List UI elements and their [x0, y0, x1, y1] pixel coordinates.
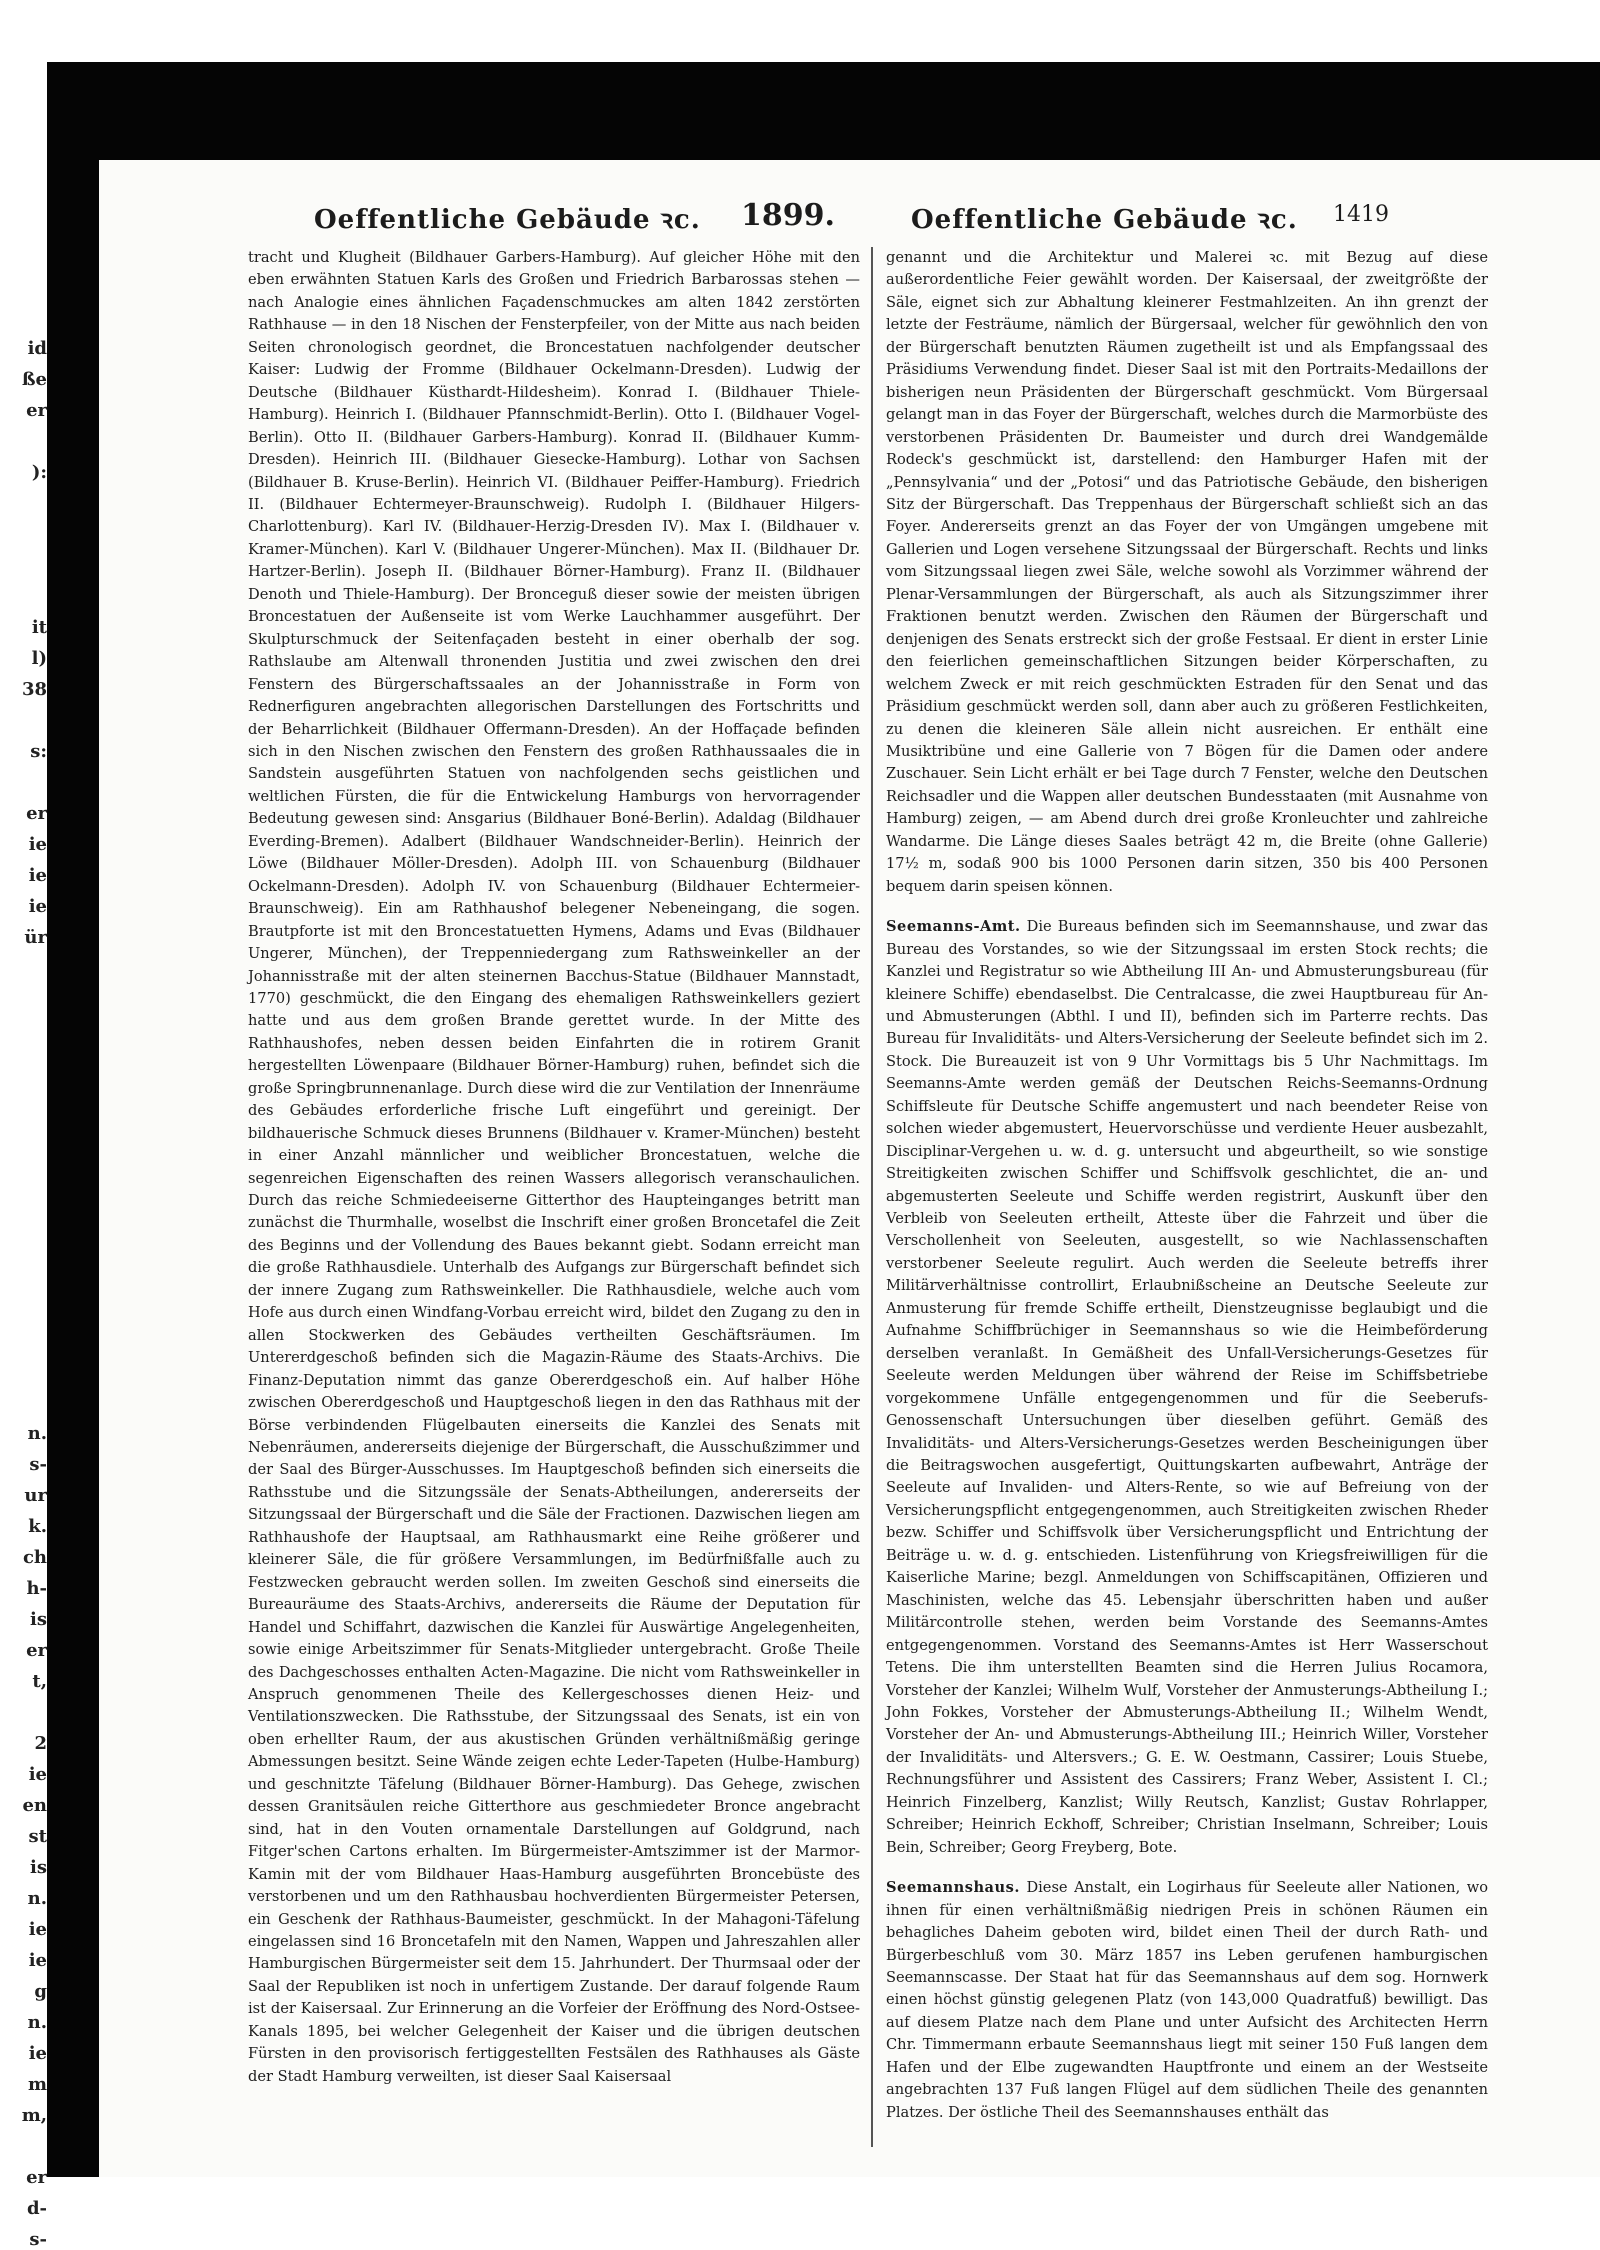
previous-page-fragment: ie: [28, 865, 47, 886]
previous-page-strip: [0, 0, 47, 2250]
section-text-seemannshaus: Diese Anstalt, ein Logirhaus für Seeleute aller Nationen, wo ihnen für einen verhältnißmäßig niedrigen Preis in schönen Räumen ein behagliches Daheim geboten wird, bildet einen Theil der durch Rath- und Bürgerbeschluß vom 30. März 1857 ins Leben gerufenen hamburgischen Seemannscasse. Der Staat hat für das Seemannshaus auf dem sog. Hornwerk einen höchst günstig gelegenen Platz (von 143,000 Quadratfuß) bewilligt. Das auf diesem Platze nach dem Plane und unter Aufsicht des Architecten Herrn Chr. Timmermann erbaute Seemannshaus liegt mit seiner 150 Fuß langen dem Hafen und der Elbe zugewandten Hauptfronte und einem an der Westseite angebrachten 137 Fuß langen Flügel auf dem südlichen Theile des genannten Platzes. Der östliche Theil des Seemannshauses enthält das: [886, 1879, 1488, 2121]
column-divider: [871, 247, 873, 2147]
previous-page-fragment: en: [22, 1795, 47, 1816]
previous-page-fragment: k.: [28, 1516, 47, 1537]
previous-page-fragment: ie: [28, 1950, 47, 1971]
page-number: 1419: [1333, 202, 1389, 227]
header-left-title: Oeffentliche Gebäude ꝛc.: [314, 205, 701, 235]
previous-page-fragment: ie: [28, 896, 47, 917]
section-seemanns-amt: [886, 916, 1488, 1859]
previous-page-fragment: ):: [31, 462, 47, 483]
previous-page-fragment: ie: [28, 1919, 47, 1940]
previous-page-fragment: ch: [22, 1547, 47, 1568]
section-separator: [886, 1859, 1488, 1877]
previous-page-fragment: s-: [29, 1454, 47, 1475]
section-separator: [886, 898, 1488, 916]
left-column: [248, 247, 860, 2088]
previous-page-fragment: 2: [34, 1733, 47, 1754]
page: [99, 160, 1600, 2177]
scan-border-top: [47, 62, 1600, 160]
previous-page-fragment: l): [31, 648, 47, 669]
previous-page-fragment: ur: [24, 1485, 47, 1506]
previous-page-fragment: er: [26, 803, 47, 824]
previous-page-fragment: g: [34, 1981, 47, 2002]
previous-page-fragment: t,: [32, 1671, 47, 1692]
right-column: [886, 247, 1488, 2124]
previous-page-fragment: it: [31, 617, 47, 638]
previous-page-fragment: ße: [21, 369, 47, 390]
previous-page-fragment: is: [30, 1857, 47, 1878]
previous-page-fragment: ie: [28, 2043, 47, 2064]
previous-page-fragment: m,: [21, 2105, 47, 2126]
previous-page-fragment: s-: [29, 2229, 47, 2250]
previous-page-fragment: m: [27, 2074, 47, 2095]
header-right-title: Oeffentliche Gebäude ꝛc.: [911, 205, 1298, 235]
section-heading-seemannshaus: Seemannshaus.: [886, 1879, 1020, 1897]
previous-page-fragment: ie: [28, 1764, 47, 1785]
previous-page-fragment: er: [26, 1640, 47, 1661]
previous-page-fragment: 38: [21, 679, 47, 700]
right-paragraph-1: genannt und die Architektur und Malerei ꝛc. mit Bezug auf diese außerordentliche Feier gewählt worden. Der Kaisersaal, der zweitgrößte der Säle, eignet sich zur Abhaltung kleinerer Festmahlzeiten. An ihn grenzt der letzte der Festräume, nämlich der Bürgersaal, welcher für gewöhnlich den von der Bürgerschaft benutzten Räumen zugetheilt ist und als Empfangssaal des Präsidiums Verwendung findet. Dieser Saal ist mit den Portraits-Medaillons der bisherigen neun Präsidenten der Bürgerschaft geschmückt. Vom Bürgersaal gelangt man in das Foyer der Bürgerschaft, welches durch die Marmorbüste des verstorbenen Präsidenten Dr. Baumeister und durch drei Wandgemälde Rodeck's geschmückt ist, darstellend: den Hamburger Hafen mit der „Pennsylvania“ und der „Potosi“ und das Patriotische Gebäude, den bisherigen Sitz der Bürgerschaft. Das Treppenhaus der Bürgerschaft schließt sich an das Foyer. Andererseits grenzt an das Foyer der von Umgängen umgebene mit Gallerien und Logen versehene Sitzungssaal der Bürgerschaft. Rechts und links vom Sitzungssaal liegen zwei Säle, welche sowohl als Vorzimmer während der Plenar-Versammlungen der Bürgerschaft, als auch als Sitzungszimmer ihrer Fraktionen benutzt werden. Zwischen den Räumen der Bürgerschaft und denjenigen des Senats erstreckt sich der große Festsaal. Er dient in erster Linie den feierlichen gemeinschaftlichen Sitzungen beider Körperschaften, zu welchem Zweck er mit reich geschmückten Estraden für den Senat und das Präsidium geschmückt werden soll, dann aber auch zu größeren Festlichkeiten, zu denen die kleineren Säle allein nicht ausreichen. Er enthält eine Musiktribüne und eine Gallerie von 7 Bögen für die Damen oder andere Zuschauer. Sein Licht erhält er bei Tage durch 7 Fenster, welche den Deutschen Reichsadler und die Wappen aller deutschen Bundesstaaten (mit Ausnahme von Hamburg) zeigen, — am Abend durch drei große Kronleuchter und zahlreiche Wandarme. Die Länge dieses Saales beträgt 42 m, die Breite (ohne Gallerie) 17½ m, sodaß 900 bis 1000 Personen darin sitzen, 350 bis 400 Personen bequem darin speisen können.: [886, 249, 1488, 895]
previous-page-fragment: id: [27, 338, 47, 359]
section-heading-seemanns-amt: Seemanns-Amt.: [886, 918, 1021, 936]
previous-page-fragment: ie: [28, 834, 47, 855]
previous-page-fragment: h-: [26, 1578, 47, 1599]
header-year: 1899.: [741, 198, 835, 233]
previous-page-fragment: n.: [27, 1888, 47, 1909]
left-column-text: tracht und Klugheit (Bildhauer Garbers-Hamburg). Auf gleicher Höhe mit den eben erwähnten Statuen Karls des Großen und Friedrich Barbarossas stehen — nach Analogie eines ähnlichen Façadenschmuckes am alten 1842 zerstörten Rathhause — in den 18 Nischen der Fensterpfeiler, von der Mitte aus nach beiden Seiten chronologisch geordnet, die Broncestatuen nachfolgender deutscher Kaiser: Ludwig der Fromme (Bildhauer Ockelmann-Dresden). Ludwig der Deutsche (Bildhauer Küsthardt-Hildesheim). Konrad I. (Bildhauer Thiele-Hamburg). Heinrich I. (Bildhauer Pfannschmidt-Berlin). Otto I. (Bildhauer Vogel-Berlin). Otto II. (Bildhauer Garbers-Hamburg). Konrad II. (Bildhauer Kumm-Dresden). Heinrich III. (Bildhauer Giesecke-Hamburg). Lothar von Sachsen (Bildhauer B. Kruse-Berlin). Heinrich VI. (Bildhauer Peiffer-Hamburg). Friedrich II. (Bildhauer Echtermeyer-Braunschweig). Rudolph I. (Bildhauer Hilgers-Charlottenburg). Karl IV. (Bildhauer-Herzig-Dresden IV). Max I. (Bildhauer v. Kramer-München). Karl V. (Bildhauer Ungerer-München). Max II. (Bildhauer Dr. Hartzer-Berlin). Joseph II. (Bildhauer Börner-Hamburg). Franz II. (Bildhauer Denoth und Thiele-Hamburg). Der Bronceguß dieser sowie der meisten übrigen Broncestatuen der Außenseite ist vom Werke Lauchhammer ausgeführt. Der Skulpturschmuck der Seitenfaçaden besteht in einer oberhalb der sog. Rathslaube am Altenwall thronenden Justitia und zwei zwischen den drei Fenstern des Bürgerschaftssaales an der Johannisstraße in Form von Rednerfiguren angebrachten allegorischen Darstellungen des Fortschritts und der Beharrlichkeit (Bildhauer Offermann-Dresden). An der Hoffaçade befinden sich in den Nischen zwischen den Fenstern des großen Rathhaussaales die in Sandstein ausgeführten Statuen von nachfolgenden sechs geistlichen und weltlichen Fürsten, die für die Entwickelung Hamburgs von hervorragender Bedeutung gewesen sind: Ansgarius (Bildhauer Boné-Berlin). Adaldag (Bildhauer Everding-Bremen). Adalbert (Bildhauer Wandschneider-Berlin). Heinrich der Löwe (Bildhauer Möller-Dresden). Adolph III. von Schauenburg (Bildhauer Ockelmann-Dresden). Adolph IV. von Schauenburg (Bildhauer Echtermeier-Braunschweig). Ein am Rathhaushof belegener Nebeneingang, die sogen. Brautpforte ist mit den Broncestatuetten Hymens, Adams und Evas (Bildhauer Ungerer, München), der Treppenniedergang zum Rathsweinkeller an der Johannisstraße mit der alten steinernen Bacchus-Statue (Bildhauer Mannstadt, 1770) geschmückt, die den Eingang des ehemaligen Rathsweinkellers geziert hatte und aus dem großen Brande gerettet wurde. In der Mitte des Rathhaushofes, neben dessen beiden Einfahrten die in rotirem Granit hergestellten Löwenpaare (Bildhauer Börner-Hamburg) ruhen, befindet sich die große Springbrunnenanlage. Durch diese wird die zur Ventilation der Innenräume des Gebäudes erforderliche frische Luft eingeführt und gereinigt. Der bildhauerische Schmuck dieses Brunnens (Bildhauer v. Kramer-München) besteht in einer Anzahl männlicher und weiblicher Broncestatuen, welche die segenreichen Eigenschaften des reinen Wassers allegorisch veranschaulichen. Durch das reiche Schmiedeeiserne Gitterthor des Haupteinganges betritt man zunächst die Thurmhalle, woselbst die Inschrift einer großen Broncetafel die Zeit des Beginns und der Vollendung des Baues bekannt giebt. Sodann erreicht man die große Rathhausdiele. Unterhalb des Aufgangs zur Bürgerschaft befindet sich der innere Zugang zum Rathsweinkeller. Die Rathhausdiele, welche auch vom Hofe aus durch einen Windfang-Vorbau erreicht wird, bildet den Zugang zu den in allen Stockwerken des Gebäudes vertheilten Geschäftsräumen. Im Untererdgeschoß befinden sich die Magazin-Räume des Staats-Archivs. Die Finanz-Deputation nimmt das ganze Obererdgeschoß ein. Auf halber Höhe zwischen Obererdgeschoß und Hauptgeschoß liegen in den das Rathhaus mit der Börse verbindenden Flügelbauten einerseits die Kanzlei des Senats mit Nebenräumen, andererseits diejenige der Bürgerschaft, die Ausschußzimmer und der Saal des Bürger-Ausschusses. Im Hauptgeschoß befinden sich einerseits die Rathsstube und die Sitzungssäle der Senats-Abtheilungen, andererseits der Sitzungssaal der Bürgerschaft und die Säle der Fractionen. Dazwischen liegen am Rathhaushofe der Hauptsaal, am Rathhausmarkt eine Reihe größerer und kleinerer Säle, die für größere Versammlungen, im Bedürfnißfalle auch zu Festzwecken gebraucht werden sollen. Im zweiten Geschoß sind einerseits die Bureauräume des Staats-Archivs, andererseits die Räume der Deputation für Handel und Schiffahrt, dazwischen die Kanzlei für Auswärtige Angelegenheiten, sowie einige Arbeitszimmer für Senats-Mitglieder untergebracht. Große Theile des Dachgeschosses enthalten Acten-Magazine. Die nicht vom Rathsweinkeller in Anspruch genommenen Theile des Kellergeschosses dienen Heiz- und Ventilationszwecken. Die Rathsstube, der Sitzungssaal des Senats, ist ein von oben erhellter Raum, der aus akustischen Gründen verhältnißmäßig geringe Abmessungen besitzt. Seine Wände zeigen echte Leder-Tapeten (Hulbe-Hamburg) und geschnitzte Täfelung (Bildhauer Börner-Hamburg). Das Gehege, zwischen dessen Granitsäulen reiche Gitterthore aus geschmiedeter Bronce angebracht sind, hat in den Vouten ornamentale Darstellungen auf Goldgrund, nach Fitger'schen Cartons erhalten. Im Bürgermeister-Amtszimmer ist der Marmor-Kamin mit der vom Bildhauer Haas-Hamburg ausgeführten Broncebüste des verstorbenen und um den Rathhausbau hochverdienten Bürgermeister Petersen, ein Geschenk der Rathhaus-Baumeister, geschmückt. In der Mahagoni-Täfelung eingelassen sind 16 Broncetafeln mit den Namen, Wappen und Jahreszahlen aller Hamburgischen Bürgermeister seit dem 15. Jahrhundert. Der Thurmsaal oder der Saal der Republiken ist noch in unfertigem Zustande. Der darauf folgende Raum ist der Kaisersaal. Zur Erinnerung an die Vorfeier der Eröffnung des Nord-Ostsee-Kanals 1895, bei welcher Gelegenheit der Kaiser und die übrigen deutschen Fürsten in den provisorisch fertiggestellten Festsälen des Rathhauses als Gäste der Stadt Hamburg verweilten, ist dieser Saal Kaisersaal: [248, 249, 860, 2085]
previous-page-fragment: er: [26, 400, 47, 421]
previous-page-fragment: s:: [30, 741, 47, 762]
previous-page-fragment: is: [30, 1609, 47, 1630]
previous-page-fragment: n.: [27, 1423, 47, 1444]
previous-page-fragment: er: [26, 2167, 47, 2188]
running-header: [99, 200, 1600, 240]
previous-page-fragment: n.: [27, 2012, 47, 2033]
previous-page-fragment: ür: [24, 927, 47, 948]
previous-page-fragment: d-: [26, 2198, 47, 2219]
previous-page-fragment: st: [28, 1826, 47, 1847]
section-seemannshaus: [886, 1877, 1488, 2124]
scan-border-left: [47, 62, 99, 2177]
section-text-seemanns-amt: Die Bureaus befinden sich im Seemannshause, und zwar das Bureau des Vorstandes, so wie der Sitzungssaal im ersten Stock rechts; die Kanzlei und Registratur so wie Abtheilung III An- und Abmusterungsbureau (für kleinere Schiffe) ebendaselbst. Die Centralcasse, die zwei Hauptbureau für An- und Abmusterungen (Abthl. I und II), befinden sich im Parterre rechts. Das Bureau für Invaliditäts- und Alters-Versicherung der Seeleute befindet sich im 2. Stock. Die Bureauzeit ist von 9 Uhr Vormittags bis 5 Uhr Nachmittags. Im Seemanns-Amte werden gemäß der Deutschen Reichs-Seemanns-Ordnung Schiffsleute für Deutsche Schiffe angemustert und nach beendeter Reise von solchen wieder abgemustert, Heuervorschüsse und verdiente Heuer ausbezahlt, Disciplinar-Vergehen u. w. d. g. untersucht und abgeurtheilt, so wie sonstige Streitigkeiten zwischen Schiffer und Schiffsvolk geschlichtet, die an- und abgemusterten Seeleute und Schiffe werden registrirt, Auskunft über den Verbleib von Seeleuten ertheilt, Atteste über die Fahrzeit und über die Verschollenheit von Seeleuten, ausgestellt, so wie Nachlassenschaften verstorbener Seeleute regulirt. Auch werden die Seeleute betreffs ihrer Militärverhältnisse controllirt, Erlaubnißscheine an Deutsche Seeleute zur Anmusterung für fremde Schiffe ertheilt, Dienstzeugnisse beglaubigt und die Aufnahme Schiffbrüchiger in Seemannshaus so wie die Heimbeförderung derselben veranlaßt. In Gemäßheit des Unfall-Versicherungs-Gesetzes für Seeleute werden Meldungen über während der Reise im Schiffsbetriebe vorgekommene Unfälle entgegengenommen und für die Seeberufs-Genossenschaft Untersuchungen über dieselben geführt. Gemäß des Invaliditäts- und Alters-Versicherungs-Gesetzes werden Bescheinigungen über die Beitragswochen ausgefertigt, Quittungskarten aufbewahrt, Anträge der Seeleute auf Invaliden- und Alters-Rente, so wie auf Befreiung von der Versicherungspflicht entgegengenommen, auch Streitigkeiten zwischen Rheder bezw. Schiffer und Schiffsvolk über Versicherungspflicht und Entrichtung der Beiträge u. w. d. g. entschieden. Listenführung von Kriegsfreiwilligen für die Kaiserliche Marine; bezgl. Anmeldungen von Schiffscapitänen, Offizieren und Maschinisten, welche das 45. Lebensjahr überschritten haben und außer Militärcontrolle stehen, werden beim Vorstande des Seemanns-Amtes entgegengenommen. Vorstand des Seemanns-Amtes ist Herr Wasserschout Tetens. Die ihm unterstellten Beamten sind die Herren Julius Rocamora, Vorsteher der Kanzlei; Wilhelm Wulf, Vorsteher der Anmusterungs-Abtheilung I.; John Fokkes, Vorsteher der Abmusterungs-Abtheilung II.; Wilhelm Wendt, Vorsteher der An- und Abmusterungs-Abtheilung III.; Heinrich Willer, Vorsteher der Invaliditäts- und Altersvers.; G. E. W. Oestmann, Cassirer; Louis Stuebe, Rechnungsführer und Assistent des Cassirers; Franz Weber, Assistent I. Cl.; Heinrich Finzelberg, Kanzlist; Willy Reutsch, Kanzlist; Gustav Rohrlapper, Schreiber; Heinrich Eckhoff, Schreiber; Christian Inselmann, Schreiber; Louis Bein, Schreiber; Georg Freyberg, Bote.: [886, 918, 1489, 1856]
